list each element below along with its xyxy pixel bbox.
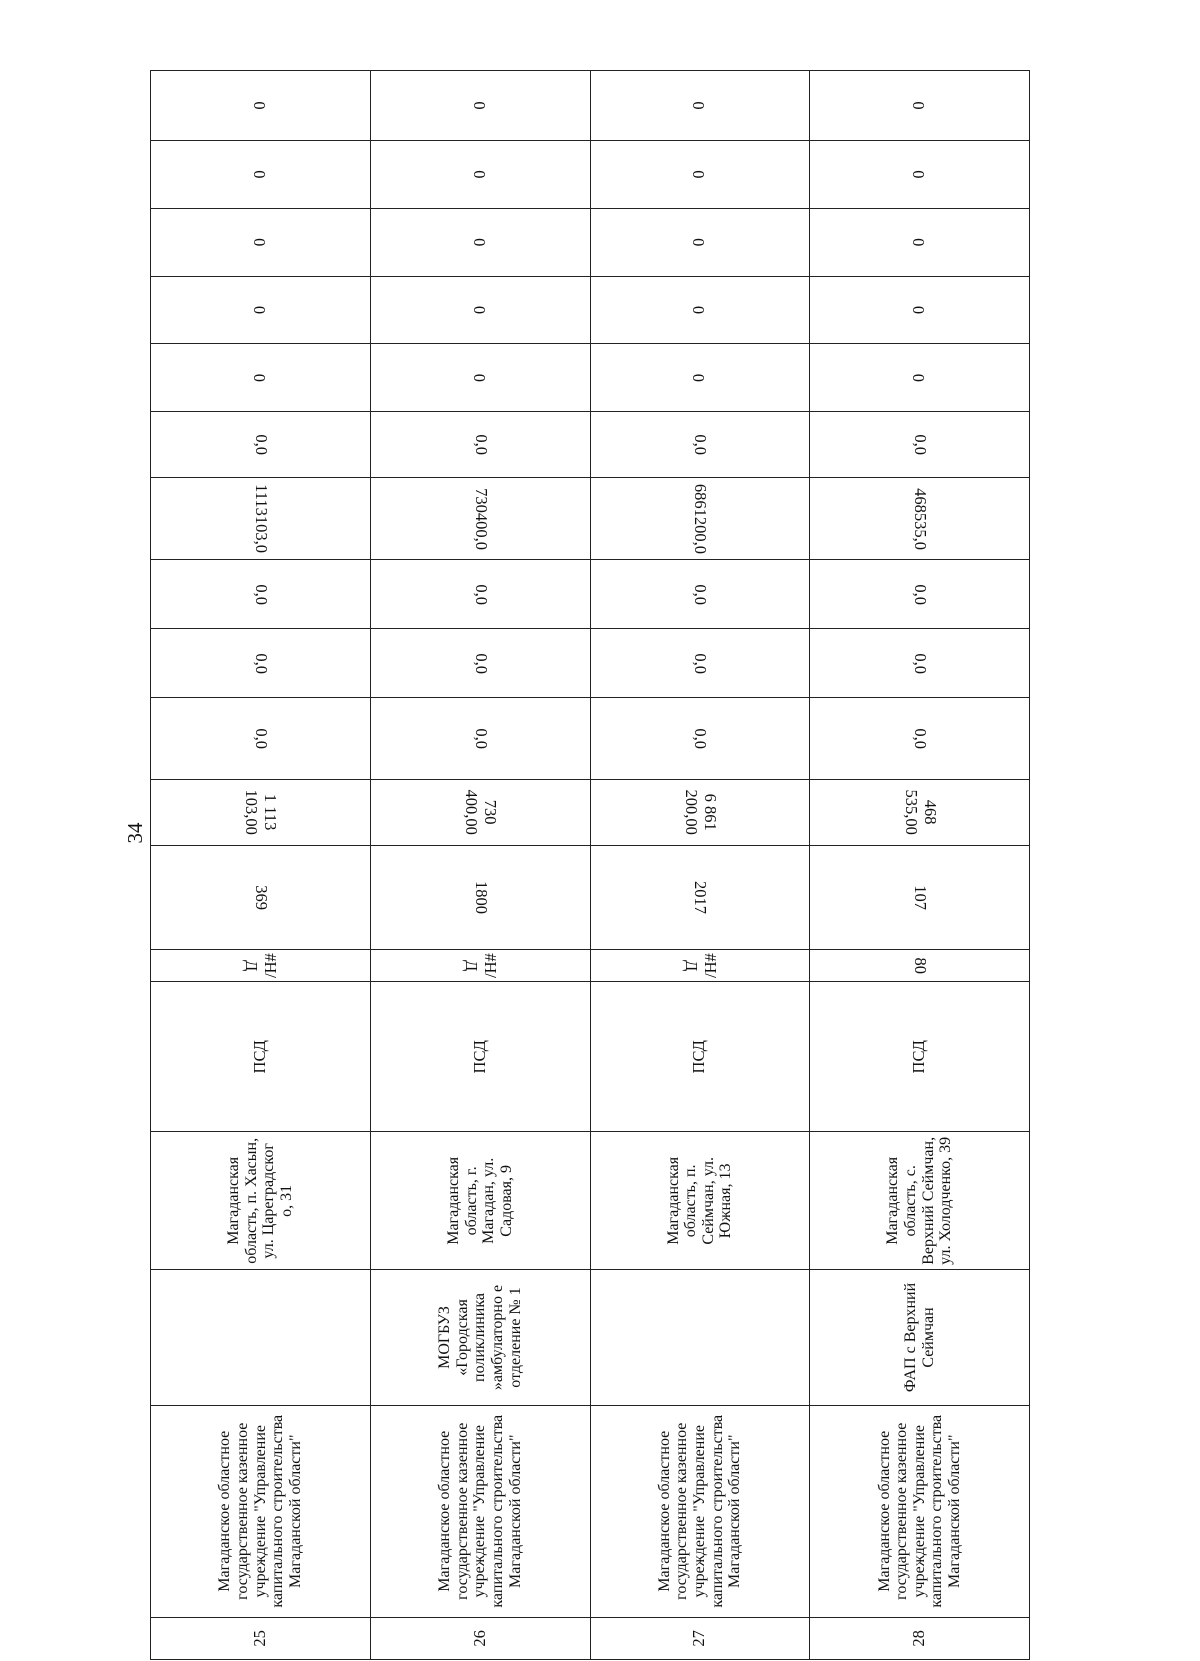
cell-text: 0,0 [251,652,271,674]
cell-z1 [810,344,1030,412]
cell-text: #Н/Д [681,953,720,979]
registry-table [150,70,1030,1660]
table-row [151,71,371,1660]
cell-val-c [810,560,1030,629]
cell-z4 [151,141,371,209]
cell-text: Магаданская область, п. Хасын, ул. Цареградског о, 31 [225,1137,295,1264]
cell-code [370,950,590,982]
cell-text: Магаданская область, п. Сеймчан, ул. Южная, 13 [664,1156,735,1245]
table-row [590,71,810,1660]
cell-val-c [370,560,590,629]
cell-work-type [151,982,371,1132]
cell-z4 [370,141,590,209]
cell-val-c [590,560,810,629]
cell-text: 0,0 [471,434,491,455]
cell-quantity [370,846,590,950]
cell-total [370,477,590,560]
cell-code [151,950,371,982]
cell-text: 0 [689,101,709,110]
cell-val-b [810,629,1030,698]
cell-text: 0,0 [911,434,931,455]
page-number: 34 [123,822,147,844]
cell-address [151,1132,371,1270]
cell-text: 0,0 [251,584,271,605]
cell-text: МОГБУЗ «Городская поликлиника »амбулаторно е отделение № 1 [436,1284,524,1391]
cell-text: 730400,0 [471,487,491,550]
cell-text: 369 [251,885,271,911]
cell-object [151,1270,371,1406]
cell-code [810,950,1030,982]
cell-text: 0 [909,170,929,179]
cell-text: 0 [689,170,709,179]
cell-text: 0 [469,305,489,315]
cell-val-d [810,412,1030,478]
cell-z5 [590,71,810,141]
cell-text: ПСД [909,1040,929,1074]
cell-text: Магаданская область, с. Верхний Сеймчан, ул. Холодченко, 39 [884,1136,955,1265]
cell-text: #Н/Д [462,953,501,979]
cell-z3 [151,208,371,276]
cell-total [810,477,1030,560]
cell-text: 0,0 [911,584,931,605]
cell-text: 0,0 [251,728,271,749]
cell-val-d [590,412,810,478]
cell-text: 0 [249,305,269,315]
cell-text: Магаданское областное государственное казенное учреждение "Управление капитального строительства Магаданской области" [216,1414,304,1608]
cell-text: 0 [909,238,929,247]
cell-address [370,1132,590,1270]
cell-text: ПСД [469,1040,489,1074]
cell-text: 2017 [691,881,711,915]
cell-text: 1800 [471,881,491,915]
cell-val-c [151,560,371,629]
cell-text: 0,0 [471,652,491,674]
table-body [151,71,1030,1660]
cell-text: ФАП с Верхний Сеймчан [902,1282,937,1393]
cell-z1 [370,344,590,412]
cell-text: 28 [909,1630,929,1647]
cell-text: 0 [249,238,269,247]
cell-address [590,1132,810,1270]
cell-text: 27 [689,1630,709,1647]
cell-text: 0 [469,373,489,382]
cell-text: 0,0 [911,728,931,749]
table-row [370,71,590,1660]
cell-text: 0 [469,101,489,110]
cell-z1 [151,344,371,412]
cell-z4 [590,141,810,209]
cell-object [810,1270,1030,1406]
cell-text: 80 [911,957,931,974]
cell-text: 0 [469,170,489,179]
cell-text: 0,0 [691,652,711,674]
cell-text: 0,0 [471,728,491,749]
cell-text: ПСД [689,1040,709,1074]
cell-cost [370,779,590,846]
cell-val-d [151,412,371,478]
cell-customer [810,1405,1030,1617]
cell-z4 [810,141,1030,209]
cell-val-a [590,698,810,780]
cell-text: Магаданское областное государственное казенное учреждение "Управление капитального строительства Магаданской области" [875,1414,964,1608]
cell-text: 0,0 [691,584,711,605]
cell-text: 468 535,00 [901,789,940,836]
cell-val-b [151,629,371,698]
cell-no [590,1617,810,1659]
cell-address [810,1132,1030,1270]
cell-text: 0,0 [691,728,711,749]
cell-text: 0 [249,101,269,110]
cell-quantity [810,846,1030,950]
rotated-table-wrapper [150,70,1030,1660]
cell-z2 [590,276,810,344]
cell-text: ПСД [249,1040,269,1074]
cell-text: 0 [689,238,709,247]
cell-text: 0 [469,238,489,247]
cell-val-b [590,629,810,698]
cell-z2 [370,276,590,344]
cell-text: 0 [909,305,929,315]
cell-z2 [810,276,1030,344]
cell-text: Магаданская область, г. Магадан, ул. Садовая, 9 [444,1156,515,1245]
cell-text: Магаданское областное государственное казенное учреждение "Управление капитального строительства Магаданской области" [655,1414,744,1608]
cell-text: Магаданское областное государственное казенное учреждение "Управление капитального строительства Магаданской области" [436,1414,524,1608]
cell-customer [151,1405,371,1617]
cell-customer [370,1405,590,1617]
cell-code [590,950,810,982]
cell-text: 107 [911,885,931,911]
cell-cost [151,779,371,846]
cell-no [810,1617,1030,1659]
cell-work-type [590,982,810,1132]
cell-text: 6 861 200,00 [681,789,720,836]
cell-quantity [151,846,371,950]
cell-text: 25 [249,1630,269,1647]
cell-z5 [370,71,590,141]
cell-z3 [590,208,810,276]
cell-work-type [810,982,1030,1132]
cell-text: 0 [689,373,709,382]
cell-text: 0,0 [471,584,491,605]
cell-object [370,1270,590,1406]
cell-z5 [151,71,371,141]
cell-text: 0,0 [691,434,711,455]
cell-text: 1113103,0 [251,484,271,554]
cell-work-type [370,982,590,1132]
cell-text: 6861200,0 [691,483,711,554]
cell-text: 0 [909,101,929,110]
cell-z3 [810,208,1030,276]
cell-text: 1 113 103,00 [242,789,281,836]
cell-no [151,1617,371,1659]
cell-text: 730 400,00 [462,789,501,836]
cell-val-b [370,629,590,698]
cell-text: 0 [249,373,269,382]
cell-text: #Н/Д [242,953,281,979]
cell-z2 [151,276,371,344]
cell-z3 [370,208,590,276]
cell-val-d [370,412,590,478]
cell-total [590,477,810,560]
cell-customer [590,1405,810,1617]
table-row [810,71,1030,1660]
cell-text: 0,0 [251,434,271,455]
cell-val-a [370,698,590,780]
cell-z5 [810,71,1030,141]
cell-no [370,1617,590,1659]
cell-val-a [810,698,1030,780]
cell-text: 468535,0 [911,487,931,550]
cell-text: 0 [909,373,929,382]
cell-cost [810,779,1030,846]
cell-text: 26 [469,1630,489,1647]
cell-total [151,477,371,560]
cell-val-a [151,698,371,780]
cell-quantity [590,846,810,950]
cell-z1 [590,344,810,412]
cell-text: 0 [689,305,709,315]
cell-cost [590,779,810,846]
cell-object [590,1270,810,1406]
cell-text: 0,0 [911,652,931,674]
cell-text: 0 [249,170,269,179]
